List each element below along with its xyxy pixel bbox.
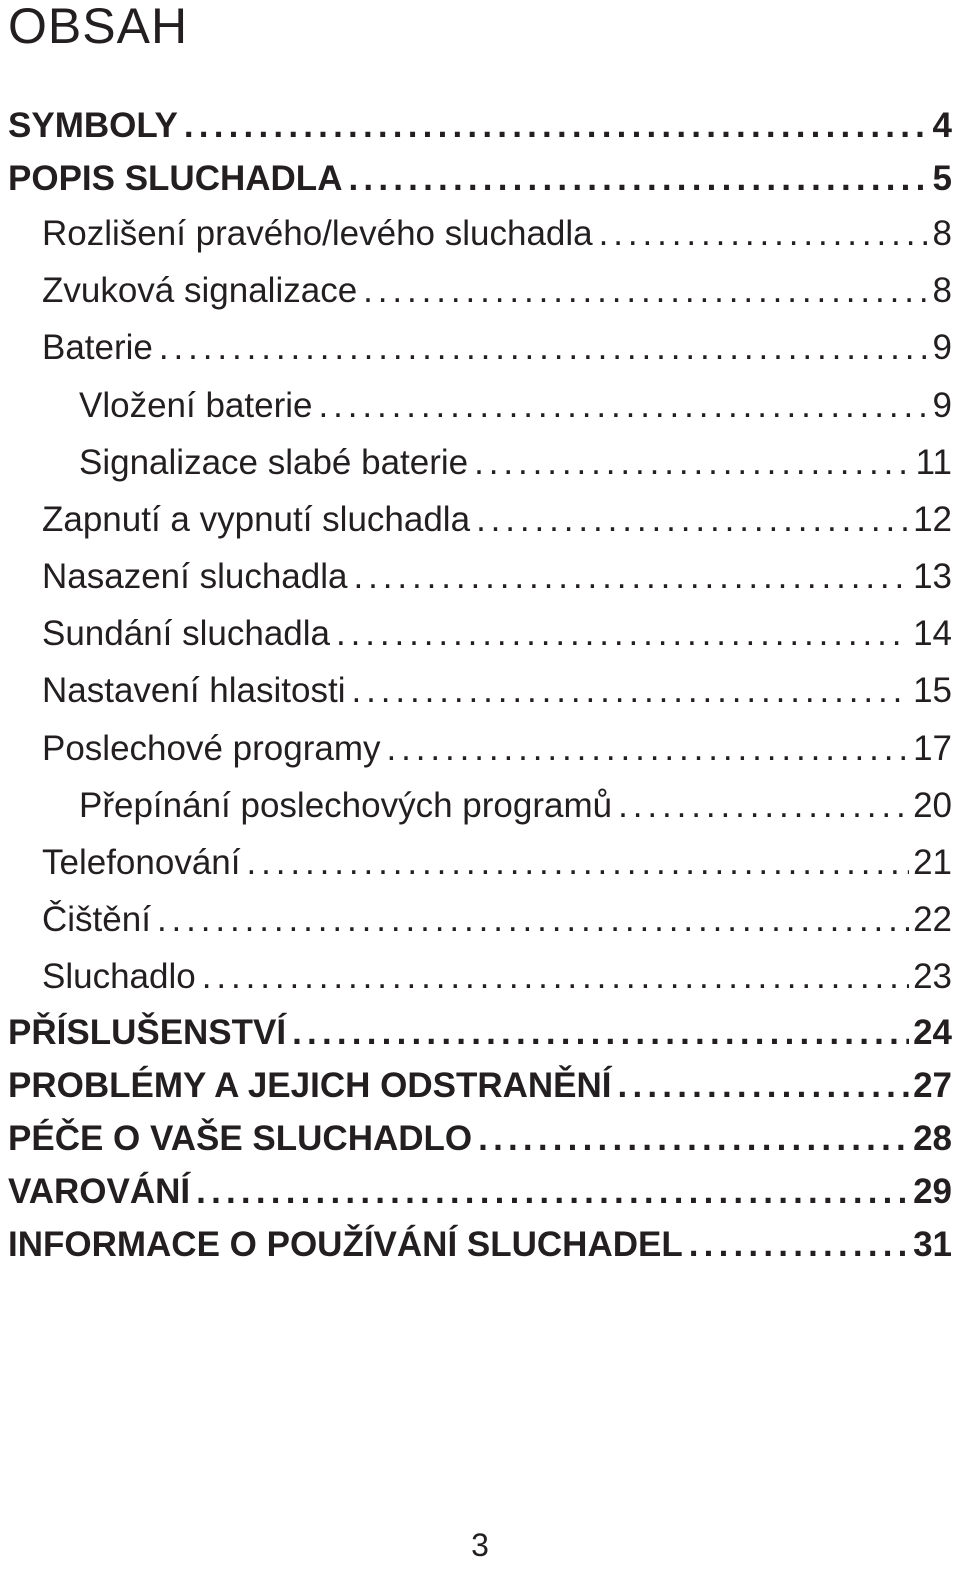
- toc-entry-page: 14: [913, 614, 952, 654]
- toc-entry-label: Sundání sluchadla: [42, 614, 330, 654]
- toc-entry-pece[interactable]: [0, 1112, 960, 1165]
- toc-entry-baterie[interactable]: [0, 320, 960, 377]
- toc-leader-dots: [351, 663, 909, 720]
- toc-entry-page: 12: [913, 499, 952, 539]
- toc-leader-dots: [196, 1166, 909, 1219]
- toc-entry-label: Čištění: [42, 900, 151, 940]
- toc-entry-page: 21: [913, 843, 952, 883]
- toc-leader-dots: [618, 777, 909, 834]
- toc-entry-label: POPIS SLUCHADLA: [8, 158, 343, 198]
- toc-entry-nastaveni-hlasitosti[interactable]: [0, 663, 960, 720]
- toc-leader-dots: [363, 263, 928, 320]
- toc-leader-dots: [689, 1219, 909, 1272]
- toc-entry-page: 20: [913, 785, 952, 825]
- toc-entry-label: SYMBOLY: [8, 105, 178, 145]
- toc-entry-label: PŘÍSLUŠENSTVÍ: [8, 1012, 287, 1052]
- toc-entry-problemy[interactable]: [0, 1059, 960, 1112]
- toc-entry-varovani[interactable]: [0, 1166, 960, 1219]
- toc-entry-label: Nastavení hlasitosti: [42, 671, 346, 711]
- toc-entry-label: Přepínání poslechových programů: [79, 785, 613, 825]
- toc-entry-page: 31: [913, 1225, 952, 1265]
- toc-leader-dots: [157, 892, 909, 949]
- toc-leader-dots: [476, 491, 909, 548]
- toc-entry-rozliseni[interactable]: [0, 205, 960, 262]
- toc-entry-page: 9: [932, 328, 952, 368]
- toc-leader-dots: [387, 720, 910, 777]
- toc-entry-page: 17: [913, 728, 952, 768]
- toc-leader-dots: [618, 1059, 910, 1112]
- page-title: OBSAH: [8, 0, 189, 54]
- toc-entry-signalizace-slabe-baterie[interactable]: [0, 434, 960, 491]
- toc-leader-dots: [246, 834, 909, 891]
- toc-entry-page: 5: [932, 158, 952, 198]
- toc-entry-page: 9: [932, 385, 952, 425]
- toc-entry-zapnuti-vypnuti[interactable]: [0, 491, 960, 548]
- toc-entry-page: 4: [932, 105, 952, 145]
- toc-leader-dots: [202, 949, 909, 1006]
- toc-entry-zvukova-signalizace[interactable]: [0, 263, 960, 320]
- toc-leader-dots: [353, 549, 909, 606]
- toc-entry-nasazeni[interactable]: [0, 549, 960, 606]
- page-number: 3: [471, 1527, 489, 1563]
- toc-entry-label: Vložení baterie: [79, 385, 313, 425]
- toc-entry-label: PROBLÉMY A JEJICH ODSTRANĚNÍ: [8, 1065, 612, 1105]
- toc-leader-dots: [292, 1006, 909, 1059]
- toc-leader-dots: [348, 152, 928, 205]
- toc-entry-page: 28: [913, 1118, 952, 1158]
- toc-entry-page: 23: [913, 957, 952, 997]
- toc-entry-page: 29: [913, 1172, 952, 1212]
- toc-leader-dots: [478, 1112, 909, 1165]
- toc-entry-prepinani-programu[interactable]: [0, 777, 960, 834]
- toc-entry-cisteni[interactable]: [0, 892, 960, 949]
- toc-entry-page: 13: [913, 557, 952, 597]
- toc-entry-label: INFORMACE O POUŽÍVÁNÍ SLUCHADEL: [8, 1225, 683, 1265]
- toc-entry-informace[interactable]: [0, 1219, 960, 1272]
- toc-leader-dots: [184, 99, 929, 152]
- toc-entry-vlozeni-baterie[interactable]: [0, 377, 960, 434]
- table-of-contents: [0, 99, 960, 1272]
- toc-entry-sluchadlo[interactable]: [0, 949, 960, 1006]
- toc-entry-page: 8: [932, 271, 952, 311]
- toc-entry-label: Sluchadlo: [42, 957, 196, 997]
- toc-leader-dots: [599, 205, 929, 262]
- toc-leader-dots: [318, 377, 928, 434]
- toc-entry-label: Baterie: [42, 328, 153, 368]
- toc-entry-label: Zvuková signalizace: [42, 271, 358, 311]
- toc-entry-label: Signalizace slabé baterie: [79, 442, 469, 482]
- toc-entry-page: 22: [913, 900, 952, 940]
- toc-entry-page: 15: [913, 671, 952, 711]
- toc-entry-page: 24: [913, 1012, 952, 1052]
- toc-entry-label: PÉČE O VAŠE SLUCHADLO: [8, 1118, 473, 1158]
- toc-entry-label: Zapnutí a vypnutí sluchadla: [42, 499, 471, 539]
- toc-entry-telefonovani[interactable]: [0, 834, 960, 891]
- toc-entry-prislusenstvi[interactable]: [0, 1006, 960, 1059]
- toc-entry-page: 27: [913, 1065, 952, 1105]
- toc-leader-dots: [336, 606, 909, 663]
- toc-entry-popis-sluchadla[interactable]: [0, 152, 960, 205]
- toc-entry-poslechove-programy[interactable]: [0, 720, 960, 777]
- toc-entry-label: Nasazení sluchadla: [42, 557, 348, 597]
- toc-entry-label: VAROVÁNÍ: [8, 1172, 191, 1212]
- toc-entry-symboly[interactable]: [0, 99, 960, 152]
- toc-entry-label: Poslechové programy: [42, 728, 381, 768]
- toc-leader-dots: [159, 320, 929, 377]
- toc-entry-sundani[interactable]: [0, 606, 960, 663]
- toc-entry-label: Rozlišení pravého/levého sluchadla: [42, 213, 593, 253]
- toc-entry-page: 11: [915, 442, 952, 482]
- toc-leader-dots: [474, 434, 912, 491]
- toc-entry-page: 8: [932, 213, 952, 253]
- toc-entry-label: Telefonování: [42, 843, 241, 883]
